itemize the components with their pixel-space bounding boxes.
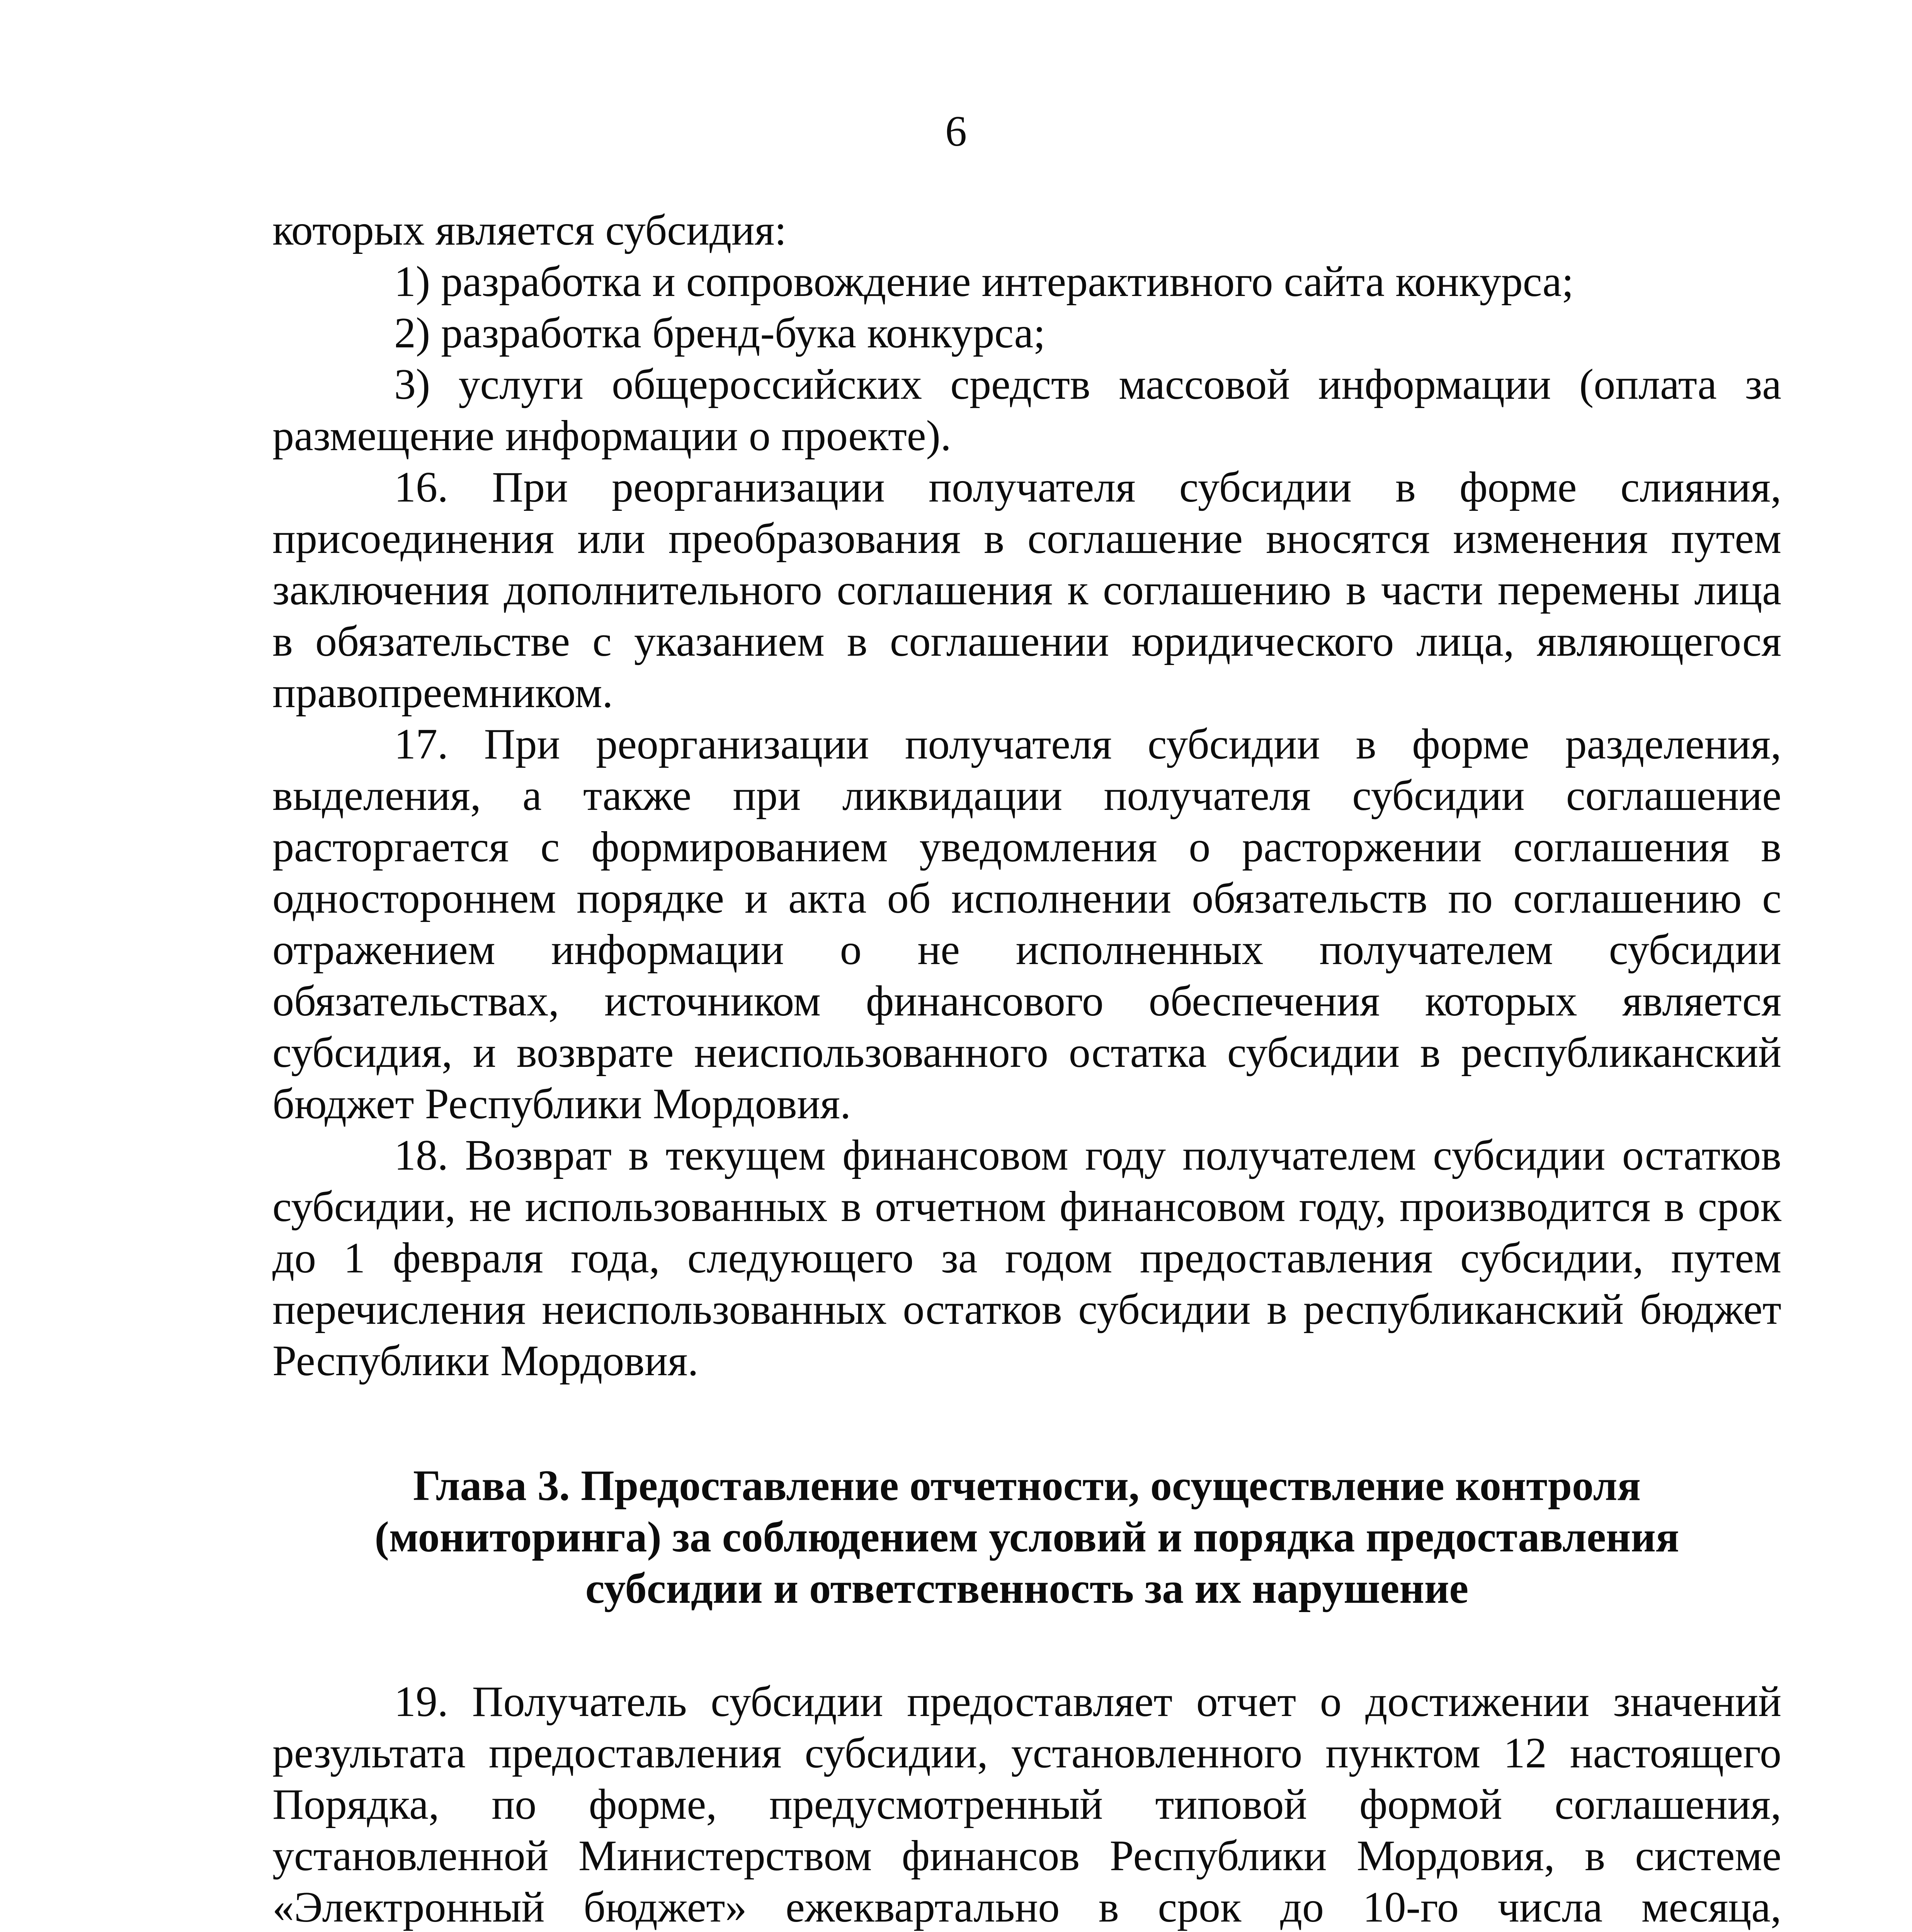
page-number: 6	[945, 107, 967, 155]
clause-16: 16. При реорганизации получателя субсидии в форме слияния, присоединения или преобразования в соглашение вносятся изменения путем заключения дополнительного соглашения к соглашению в части перемены лица в обязательстве с указанием в соглашении юридического лица, являющегося правопреемником.	[272, 463, 1781, 717]
clause-19: 19. Получатель субсидии предоставляет отчет о достижении значений результата предоставления субсидии, установленного пунктом 12 настоящего Порядка, по форме, предусмотренный типовой формой соглашения, установленной Министерством финансов Республики Мордовия, в системе «Электронный бюджет» ежеквартально в срок до 10-го числа месяца,	[272, 1678, 1781, 1931]
clause-18: 18. Возврат в текущем финансовом году получателем субсидии остатков субсидии, не использованных в отчетном финансовом году, производится в срок до 1 февраля года, следующего за годом предоставления субсидии, путем перечисления неиспользованных остатков субсидии в республиканский бюджет Республики Мордовия.	[272, 1131, 1781, 1385]
clause-17: 17. При реорганизации получателя субсидии в форме разделения, выделения, а также при ликвидации получателя субсидии соглашение расторгается с формированием уведомления о расторжении соглашения в одностороннем порядке и акта об исполнении обязательств по соглашению с отражением информации о не исполненных получателем субсидии обязательствах, источником финансового обеспечения которых является субсидия, и возврате неиспользованного остатка субсидии в республиканский бюджет Республики Мордовия.	[272, 720, 1781, 1128]
list-item-2: 2) разработка бренд-бука конкурса;	[394, 309, 1046, 357]
list-item-1: 1) разработка и сопровождение интерактивного сайта конкурса;	[394, 258, 1574, 306]
list-item-3: 3) услуги общероссийских средств массовой информации (оплата за размещение информации о проекте).	[272, 361, 1781, 460]
chapter-heading: Глава 3. Предоставление отчетности, осуществление контроля (мониторинга) за соблюдением условий и порядка предоставления субсидии и ответственность за их нарушение	[374, 1462, 1679, 1612]
document-body	[272, 205, 1781, 1932]
paragraph-continuation: которых является субсидия:	[272, 206, 787, 254]
